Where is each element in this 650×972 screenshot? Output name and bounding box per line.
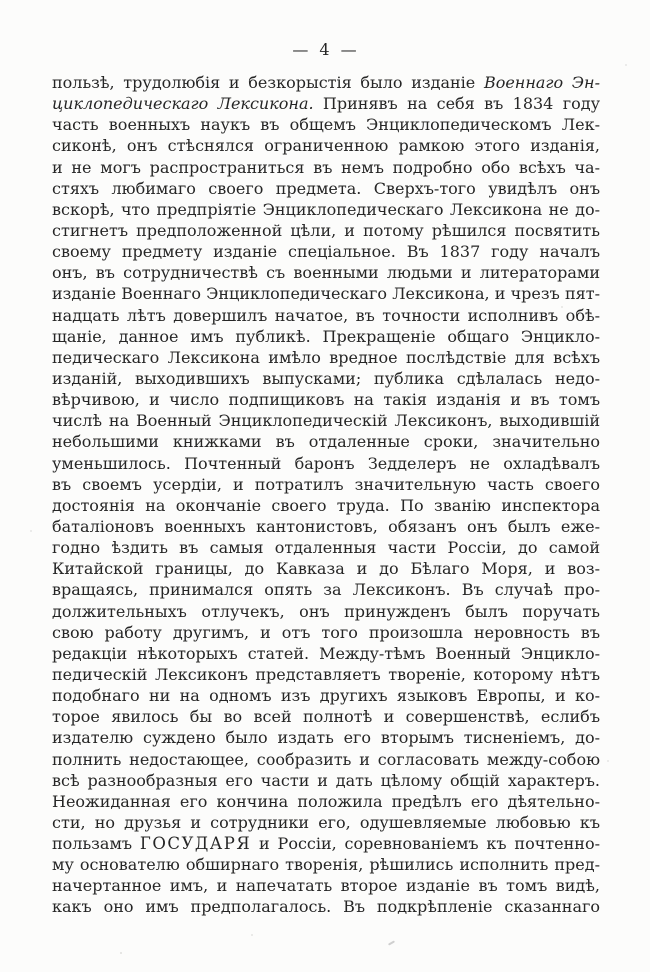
text-line [52, 283, 600, 304]
scan-speck [30, 530, 32, 532]
text-line [52, 643, 600, 664]
text-line [52, 474, 600, 495]
text-segment: Военнаго Эн- [483, 73, 600, 92]
text-line [52, 749, 600, 770]
text-segment: баталіоновъ военныхъ кантонистовъ, обязанъ онъ былъ еже- [52, 516, 600, 536]
text-line [52, 579, 600, 600]
text-segment: уменьшилось. Почтенный баронъ Зедделеръ не охладѣвалъ [52, 453, 600, 473]
text-line [52, 812, 600, 833]
text-line [52, 241, 600, 262]
text-segment: изданіе Военнаго Энциклопедическаго Лексикона, и чрезъ пят- [52, 284, 600, 304]
text-segment: достоянія на окончаніе своего труда. По званію инспектора [52, 495, 600, 515]
text-segment: вѣрчивою, и число подпищиковъ на такія изданія и въ томъ [52, 390, 600, 410]
scan-speck [84, 123, 86, 125]
text-line [52, 199, 600, 220]
text-line [52, 770, 600, 791]
text-segment: должительныхъ отлучекъ, онъ принужденъ былъ поручать [52, 601, 600, 621]
text-segment: стигнетъ предположенной цѣли, и потому рѣшился посвятить [52, 220, 600, 240]
text-segment: ГОСУДАРЯ [139, 834, 252, 854]
text-line [52, 664, 600, 685]
text-line [52, 622, 600, 643]
scan-speck [388, 940, 395, 945]
text-segment: пользѣ, трудолюбія и безкорыстія было изданіе [52, 73, 484, 92]
text-line [52, 896, 600, 917]
text-line [52, 157, 600, 178]
text-line [52, 135, 600, 156]
text-segment: торое явилось бы во всей полнотѣ и совершенствѣ, еслибъ [52, 707, 600, 727]
text-line [52, 178, 600, 199]
text-segment: годно ѣздить въ самыя отдаленныя части Россіи, до самой [52, 538, 600, 558]
text-line [52, 685, 600, 706]
text-segment: Принявъ на себя въ 1834 году [313, 94, 600, 114]
text-line [52, 727, 600, 748]
text-line [52, 875, 600, 896]
text-segment: вращаясь, принимался опять за Лексиконъ. Въ случаѣ про- [52, 580, 600, 600]
body-text [52, 72, 600, 918]
text-segment: издателю суждено было издать его вторымъ тисненіемъ, до- [52, 728, 600, 748]
text-segment: стяхъ любимаго своего предмета. Сверхъ-того увидѣлъ онъ [52, 178, 600, 198]
scan-speck [561, 306, 563, 308]
text-segment: полнить недостающее, сообразить и согласовать между-собою [52, 749, 600, 769]
text-line [52, 305, 600, 326]
scan-speck [625, 64, 627, 66]
text-line [52, 706, 600, 727]
text-line [52, 516, 600, 537]
text-line [52, 495, 600, 516]
text-segment: Китайской границы, до Кавказа и до Бѣлаго Моря, и воз- [52, 559, 600, 579]
text-segment: въ своемъ усердіи, и потратилъ значительную часть своего [52, 474, 600, 494]
text-segment: числѣ на Военный Энциклопедическій Лексиконъ, выходившій [52, 411, 600, 431]
text-segment: педическій Лексиконъ представляетъ твореніе, которому нѣтъ [52, 664, 600, 684]
text-segment: щаніе, данное имъ публикѣ. Прекращеніе общаго Энцикло- [52, 326, 600, 346]
text-segment: Неожиданная его кончина положила предѣлъ его дѣятельно- [52, 791, 600, 811]
text-line [52, 791, 600, 812]
text-segment: и не могъ распространиться въ немъ подробно обо всѣхъ ча- [52, 157, 600, 177]
text-line [52, 453, 600, 474]
text-segment: начертанное имъ, и напечатать второе изданіе въ томъ видѣ, [52, 876, 600, 896]
text-line [52, 431, 600, 452]
scan-speck [120, 952, 122, 954]
text-segment: изданій, выходившихъ выпусками; публика сдѣлалась недо- [52, 368, 600, 388]
text-line [52, 833, 600, 854]
text-segment: редакціи нѣкоторыхъ статей. Между-тѣмъ Военный Энцикло- [52, 643, 600, 663]
text-segment: пользамъ [52, 834, 140, 854]
text-segment: подобнаго ни на одномъ изъ другихъ языковъ Европы, и ко- [52, 686, 600, 706]
text-segment: какъ оно имъ предполагалось. Въ подкрѣпленіе сказаннаго [52, 897, 600, 917]
text-line [52, 220, 600, 241]
page-number: — 4 — [292, 40, 360, 59]
text-line [52, 601, 600, 622]
text-segment: му основателю обширнаго творенія, рѣшились исполнить пред- [52, 855, 600, 875]
text-line [52, 558, 600, 579]
text-segment: всѣ разнообразныя его части и дать цѣлому общій характеръ. [52, 770, 600, 790]
text-line [52, 347, 600, 368]
text-line [52, 854, 600, 875]
text-segment: свою работу другимъ, и отъ того произошла неровность въ [52, 622, 600, 642]
text-line [52, 93, 600, 114]
text-line [52, 368, 600, 389]
scan-speck [607, 760, 609, 762]
text-segment: вскорѣ, что предпріятіе Энциклопедическаго Лексикона не до- [52, 199, 600, 219]
text-segment: часть военныхъ наукъ въ общемъ Энциклопедическомъ Лек- [52, 115, 600, 135]
text-segment: своему предмету изданіе спеціальное. Въ 1837 году началъ [52, 242, 600, 262]
scan-speck [251, 934, 253, 936]
text-line [52, 114, 600, 135]
text-segment: небольшими книжками въ отдаленные сроки, значительно [52, 432, 600, 452]
text-segment: сиконѣ, онъ стѣснялся ограниченною рамкою этого изданія, [52, 136, 600, 156]
text-line [52, 72, 600, 93]
text-segment: надцать лѣтъ довершилъ начатое, въ точности исполнивъ обѣ- [52, 305, 600, 325]
text-segment: и Россіи, соревнованіемъ къ почтенно- [251, 834, 600, 854]
text-segment: педическаго Лексикона имѣло вредное послѣдствіе для всѣхъ [52, 347, 600, 367]
text-line [52, 410, 600, 431]
text-segment: циклопедическаго Лексикона. [52, 94, 314, 114]
text-line [52, 326, 600, 347]
text-line [52, 262, 600, 283]
text-line [52, 389, 600, 410]
text-segment: онъ, въ сотрудничествѣ съ военными людьми и литераторами [52, 263, 600, 283]
text-line [52, 537, 600, 558]
text-segment: сти, но друзья и сотрудники его, одушевляемые любовью къ [52, 812, 600, 832]
